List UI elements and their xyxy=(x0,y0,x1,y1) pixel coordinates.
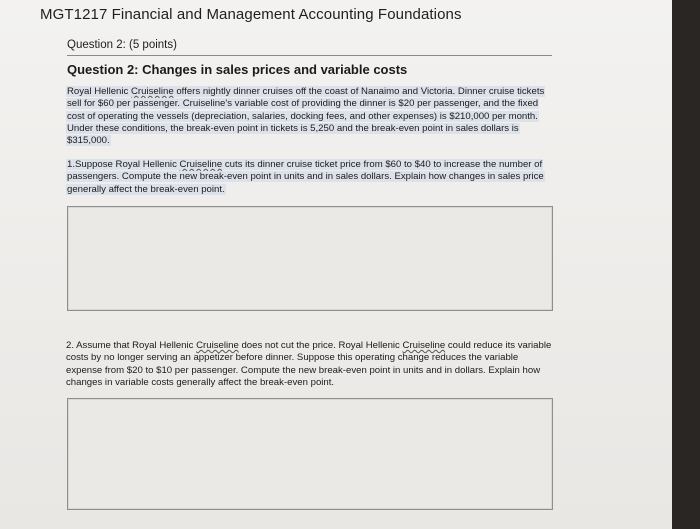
company-name: Cruiseline xyxy=(196,340,239,351)
question-header: Question 2: (5 points) xyxy=(67,39,552,56)
answer-box-part1[interactable] xyxy=(67,206,553,311)
company-name-2: Cruiseline xyxy=(402,340,446,351)
company-name: Cruiseline xyxy=(179,159,223,170)
part1-highlight xyxy=(66,159,545,195)
part1-text-after: cuts its dinner cruise ticket price from $60 to $40 to increase the number of passengers. Compute the new break-even point in units and in sales dollars. Explain how changes in sales price generally affect the break-even point. xyxy=(67,159,544,195)
course-title: MGT1217 Financial and Management Accounting Foundations xyxy=(40,6,462,23)
question-title: Question 2: Changes in sales prices and variable costs xyxy=(67,62,408,77)
part2-paragraph xyxy=(66,340,556,389)
company-name: Cruiseline xyxy=(131,86,174,97)
answer-box-part2[interactable] xyxy=(67,398,553,510)
intro-text-before: Royal Hellenic xyxy=(67,86,131,97)
part2-text-middle: does not cut the price. Royal Hellenic xyxy=(238,340,403,351)
intro-text-after: offers nightly dinner cruises off the coast of Nanaimo and Victoria. Dinner cruise tickets sell for $60 per passenger. Cruiseline's variable cost of providing the dinner is $20 per passenger, and the fixed cost of operating the vessels (depreciation, salaries, docking fees, and other expenses) is $210,000 per month. Under these conditions, the break-even point in tickets is 5,250 and the break-even point in sales dollars is $315,000. xyxy=(67,86,545,147)
part1-paragraph xyxy=(66,159,551,196)
part2-text-before: 2. Assume that Royal Hellenic xyxy=(66,340,197,351)
intro-highlight xyxy=(66,86,545,146)
part2-text-after: could reduce its variable costs by no longer serving an appetizer before dinner. Suppose this operating change reduces the variable expense from $20 to $10 per passenger. Compute the new break-even point in units and in dollars. Explain how changes in variable costs generally affect the break-even point. xyxy=(66,340,552,388)
intro-paragraph xyxy=(66,86,551,147)
part1-text-before: 1.Suppose Royal Hellenic xyxy=(67,159,180,170)
